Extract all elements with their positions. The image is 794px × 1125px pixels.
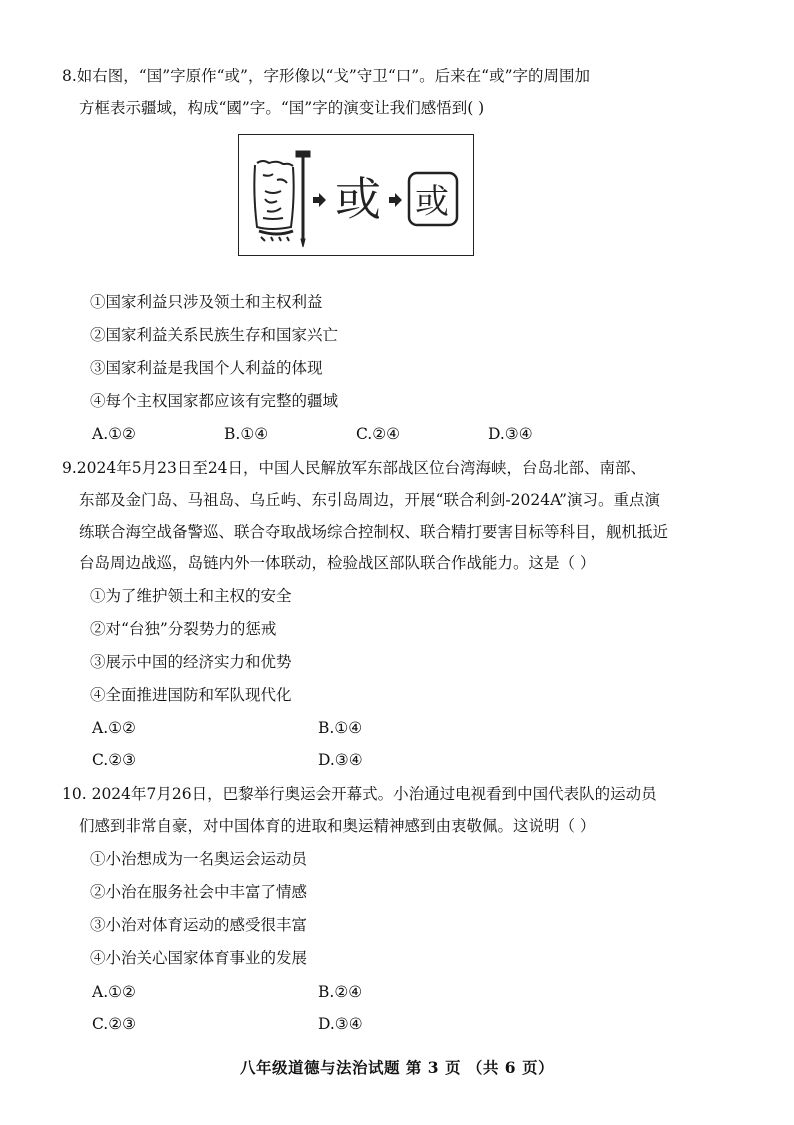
q8-option-a[interactable]: A.①②	[92, 425, 136, 443]
q9-stem-line4: 台岛周边战巡，岛链内外一体联动，检验战区部队联合作战能力。这是（ ）	[79, 554, 596, 572]
q9-option-c[interactable]: C.②③	[92, 751, 137, 769]
q10-option-a[interactable]: A.①②	[92, 983, 136, 1001]
q10-statement-2: ②小治在服务社会中丰富了情感	[90, 883, 308, 901]
q8-statement-3: ③国家利益是我国个人利益的体现	[90, 359, 323, 377]
q10-statement-1: ①小治想成为一名奥运会运动员	[90, 850, 308, 868]
q10-option-d[interactable]: D.③④	[318, 1015, 363, 1033]
q10-stem-line1: 10. 2024年7月26日，巴黎举行奥运会开幕式。小治通过电视看到中国代表队的运动员	[62, 785, 657, 803]
q9-statement-2: ②对“台独”分裂势力的惩戒	[90, 620, 277, 638]
q9-option-a[interactable]: A.①②	[92, 719, 136, 737]
q10-stem-line2: 们感到非常自豪，对中国体育的进取和奥运精神感到由衷敬佩。这说明（ ）	[79, 817, 596, 835]
q8-stem-line1: 8.如右图，“国”字原作“或”，字形像以“戈”守卫“口”。后来在“或”字的周围加	[62, 67, 591, 85]
arrow-icon	[313, 193, 326, 207]
q8-stem-line2: 方框表示疆域，构成“國”字。“国”字的演变让我们感悟到( )	[79, 99, 485, 117]
huo-glyph: 或	[335, 172, 381, 226]
q10-option-b[interactable]: B.②④	[318, 983, 363, 1001]
ancient-glyph	[254, 161, 293, 241]
q8-option-b[interactable]: B.①④	[224, 425, 269, 443]
q9-option-b[interactable]: B.①④	[318, 719, 363, 737]
q9-stem-line1: 9.2024年5月23日至24日，中国人民解放军东部战区位台湾海峡，台岛北部、南部、	[62, 459, 647, 477]
q9-statement-4: ④全面推进国防和军队现代化	[90, 686, 292, 704]
halberd-glyph	[296, 151, 310, 247]
q10-option-c[interactable]: C.②③	[92, 1015, 137, 1033]
q10-statement-4: ④小治关心国家体育事业的发展	[90, 949, 308, 967]
q8-option-c[interactable]: C.②④	[356, 425, 401, 443]
q9-statement-1: ①为了维护领土和主权的安全	[90, 587, 292, 605]
q8-statement-2: ②国家利益关系民族生存和国家兴亡	[90, 326, 339, 344]
q9-stem-line2: 东部及金门岛、马祖岛、乌丘屿、东引岛周边，开展“联合利剑-2024A”演习。重点演	[79, 491, 660, 509]
guo-glyph: 或	[415, 182, 449, 222]
q8-statement-4: ④每个主权国家都应该有完整的疆域	[90, 392, 339, 410]
q9-stem-line3: 练联合海空战备警巡、联合夺取战场综合控制权、联合精打要害目标等科目，舰机抵近	[79, 523, 669, 541]
q9-statement-3: ③展示中国的经济实力和优势	[90, 653, 292, 671]
q10-statement-3: ③小治对体育运动的感受很丰富	[90, 916, 308, 934]
page-footer: 八年级道德与法治试题 第 3 页 （共 6 页）	[240, 1058, 554, 1077]
q8-statement-1: ①国家利益只涉及领土和主权利益	[90, 293, 323, 311]
character-evolution-figure	[238, 134, 474, 256]
q8-option-d[interactable]: D.③④	[488, 425, 533, 443]
q9-option-d[interactable]: D.③④	[318, 751, 363, 769]
arrow-icon	[389, 193, 402, 207]
character-evolution-illustration	[239, 135, 472, 254]
